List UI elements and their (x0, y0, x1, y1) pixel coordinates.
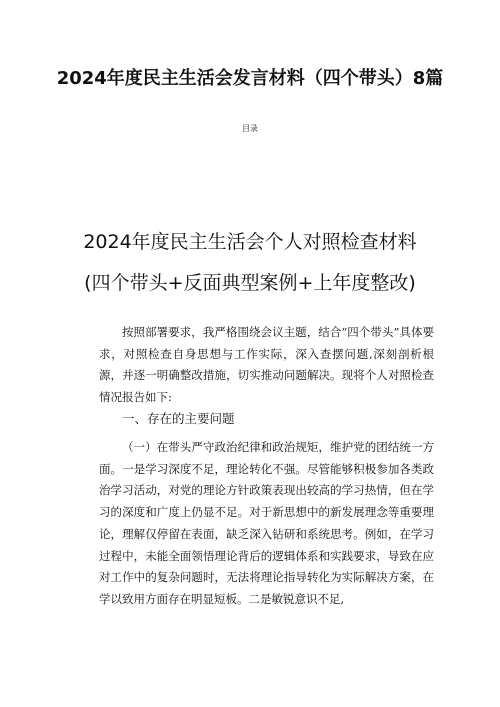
toc-label: 目录 (242, 124, 258, 133)
section-heading: 一、存在的主要问题 (122, 411, 235, 426)
body-paragraph: （一）在带头严守政治纪律和政治规矩，维护党的团结统一方面。一是学习深度不足，理论转化不强。尽管能够积极参加各类政治学习活动，对党的理论方针政策表现出较高的学习热情，但在学习的深度和广度上仍显不足。对于新思想中的新发展理念等重要理论，理解仅停留在表面，缺乏深入钻研和系统思考。例如，在学习过程中，未能全面领悟理论背后的逻辑体系和实践要求，导致在应对工作中的复杂问题时，无法将理论指导转化为实际解决方案，在学以致用方面存在明显短板。二是敏锐意识不足, (99, 440, 434, 606)
intro-paragraph: 按照部署要求，我严格围绕会议主题，结合“四个带头”具体要求，对照检查自身思想与工作实际，深入查摆问题,深刻剖析根源，并逐一明确整改措施，切实推动问题解决。现将个人对照检查情况报告如下: (99, 325, 434, 405)
subtitle-line-2: (四个带头+反面典型案例+上年度整改) (84, 272, 416, 294)
document-title: 2024年度民主生活会发言材料（四个带头）8篇 (56, 68, 444, 89)
subtitle-line-1: 2024年度民主生活会个人对照检查材料 (83, 231, 417, 253)
